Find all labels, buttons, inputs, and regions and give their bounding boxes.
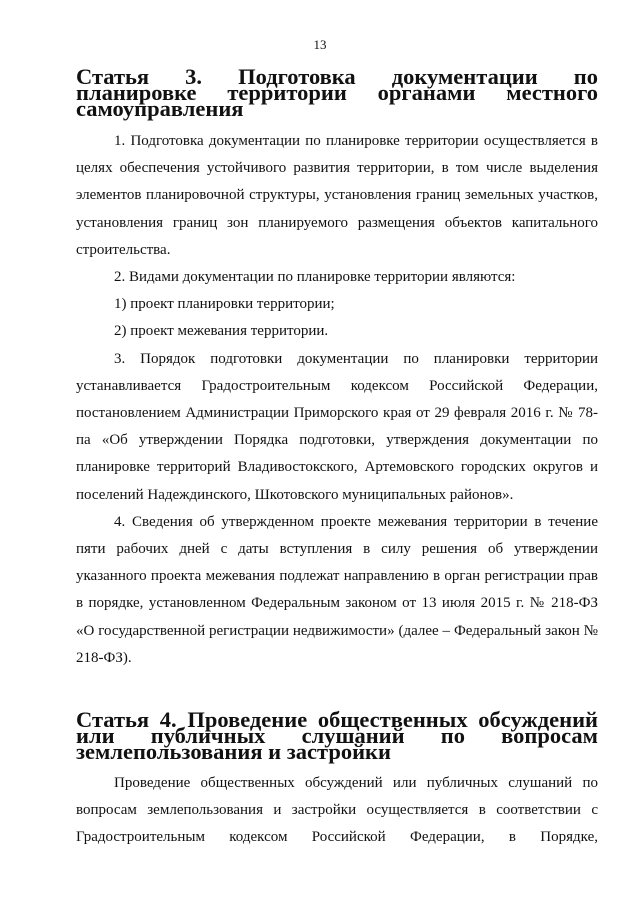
article-3-paragraph-2: 2. Видами документации по планировке территории являются: (114, 269, 516, 286)
article-3-list-item-2: 2) проект межевания территории. (114, 323, 329, 340)
article-4-body (76, 770, 598, 852)
article-3-heading: Статья 3. Подготовка документации по планировке территории органами местного самоуправления (76, 64, 598, 121)
article-4-paragraph-1: Проведение общественных обсуждений или публичных слушаний по вопросам землепользования и застройки осуществляется в соответствии с Градостроительным кодексом Российской Федерации, в Порядке, (76, 775, 598, 846)
article-3-paragraph-4: 4. Сведения об утвержденном проекте межевания территории в течение пяти рабочих дней с даты вступления в силу решения об утверждении указанного проекта межевания подлежат направлению в орган регистрации прав в порядке, установленном Федеральным законом от 13 июля 2015 г. № 218-ФЗ «О государственной регистрации недвижимости» (далее – Федеральный закон № 218-ФЗ). (76, 513, 598, 666)
article-4-heading: Статья 4. Проведение общественных обсуждений или публичных слушаний по вопросам землепользования и застройки (76, 707, 598, 764)
article-3-paragraph-1: 1. Подготовка документации по планировке территории осуществляется в целях обеспечения устойчивого развития территории, в том числе выделения элементов планировочной структуры, установления границ земельных участков, установления границ зон планируемого размещения объектов капитального строительства. (76, 133, 598, 258)
article-3-list-item-1: 1) проект планировки территории; (114, 296, 335, 313)
page-number: 13 (313, 37, 327, 52)
article-3-paragraph-3: 3. Порядок подготовки документации по планировки территории устанавливается Градостроительным кодексом Российской Федерации, постановлением Администрации Приморского края от 29 февраля 2016 г. № 78-па «Об утверждении Порядка подготовки, утверждения документации по планировке территорий Владивостокского, Артемовского городских округов и поселений Надеждинского, Шкотовского муниципальных районов». (76, 350, 598, 503)
article-3-body (76, 128, 598, 672)
